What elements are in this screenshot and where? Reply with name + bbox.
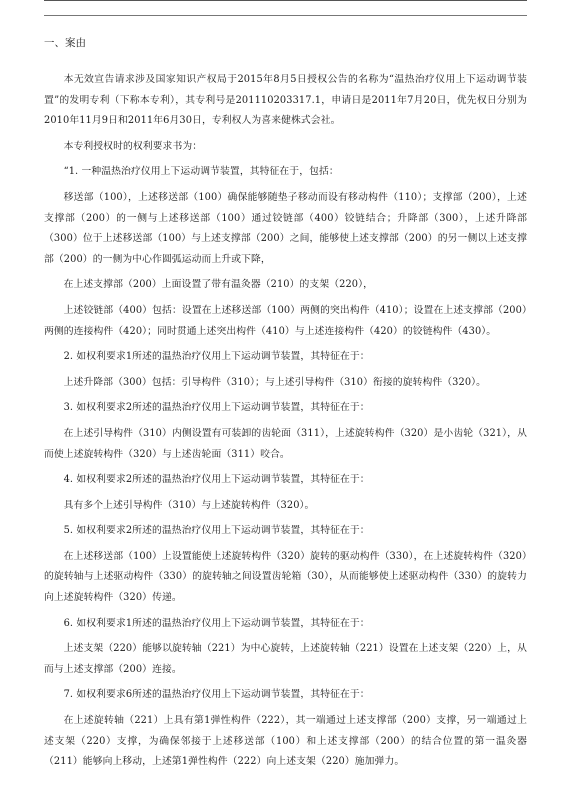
paragraph-claims-heading: 本专利授权时的权利要求书为：	[63, 140, 203, 152]
paragraph-claim-5-body: 在上述移送部（100）上设置能使上述旋转构件（320）旋转的驱动构件（330），在上述旋转构件（320）的旋转轴与上述驱动构件（330）的旋转轴之间设置齿轮箱（30），从而能够使上述驱动构件（330）的旋转力向上述旋转构件（320）传递。	[44, 550, 527, 604]
paragraph-claim-7-title: 7. 如权利要求6所述的温热治疗仪用上下运动调节装置，其特征在于：	[63, 689, 370, 701]
document-body	[44, 70, 527, 778]
paragraph-claim-7-body: 在上述旋转轴（221）上具有第1弹性构件（222），其一端通过上述支撑部（200）支撑，另一端通过上述支架（220）支撑，为确保邻接于上述移送部（100）和上述支撑部（200）的结合位置的第一温灸器（211）能够向上移动，上述第1弹性构件（222）向上述支架（220）施加弹力。	[44, 715, 527, 768]
paragraph-claim-3-body: 在上述引导构件（310）内侧设置有可装卸的齿轮面（311），上述旋转构件（320）是小齿轮（321），从而使上述旋转构件（320）与上述齿轮面（311）咬合。	[44, 427, 527, 460]
header-rule	[44, 0, 527, 16]
paragraph-claim-1-body-b: 在上述支撑部（200）上面设置了带有温灸器（210）的支架（220），	[63, 279, 374, 291]
paragraph-claim-4-title: 4. 如权利要求2所述的温热治疗仪用上下运动调节装置，其特征在于：	[63, 474, 370, 486]
section-title: 一、案由	[44, 37, 86, 49]
paragraph-claim-1-title: “1. 一种温热治疗仪用上下运动调节装置，其特征在于，包括：	[63, 166, 339, 178]
paragraph-claim-1-body-c: 上述铰链部（400）包括：设置在上述移送部（100）两侧的突出构件（410）；设置在上述支撑部（200）两侧的连接构件（420）；同时贯通上述突出构件（410）与上述连接构件（420）的铰链构件（430）。	[44, 304, 527, 337]
paragraph-claim-4-body: 具有多个上述引导构件（310）与上述旋转构件（320）。	[63, 499, 315, 511]
paragraph-claim-3-title: 3. 如权利要求2所述的温热治疗仪用上下运动调节装置，其特征在于：	[63, 402, 370, 414]
paragraph-claim-6-title: 6. 如权利要求1所述的温热治疗仪用上下运动调节装置，其特征在于：	[63, 617, 370, 629]
paragraph-claim-1-body-a: 移送部（100），上述移送部（100）确保能够随垫子移动而设有移动构件（110）；支撑部（200），上述支撑部（200）的一侧与上述移送部（100）通过铰链部（400）铰链结合；升降部（300），上述升降部（300）位于上述移送部（100）与上述支撑部（200）之间，能够使上述支撑部（200）的另一侧以上述支撑部（200）的一侧为中心作圆弧运动而上升或下降，	[44, 191, 527, 265]
paragraph-claim-2-title: 2. 如权利要求1所述的温热治疗仪用上下运动调节装置，其特征在于：	[63, 351, 370, 363]
paragraph-claim-2-body: 上述升降部（300）包括：引导构件（310）；与上述引导构件（310）衔接的旋转构件（320）。	[63, 376, 487, 388]
paragraph-claim-6-body: 上述支架（220）能够以旋转轴（221）为中心旋转，上述旋转轴（221）设置在上述支架（220）上，从而与上述支撑部（200）连接。	[44, 643, 527, 675]
paragraph-case-intro: 本无效宣告请求涉及国家知识产权局于2015年8月5日授权公告的名称为“温热治疗仪用上下运动调节装置”的发明专利（下称本专利），其专利号是201110203317.1，申请日是2011年7月20日，优先权日分别为2010年11月9日和2011年6月30日，专利权人为喜来健株式会社。	[44, 74, 527, 127]
paragraph-claim-5-title: 5. 如权利要求2所述的温热治疗仪用上下运动调节装置，其特征在于：	[63, 525, 370, 537]
